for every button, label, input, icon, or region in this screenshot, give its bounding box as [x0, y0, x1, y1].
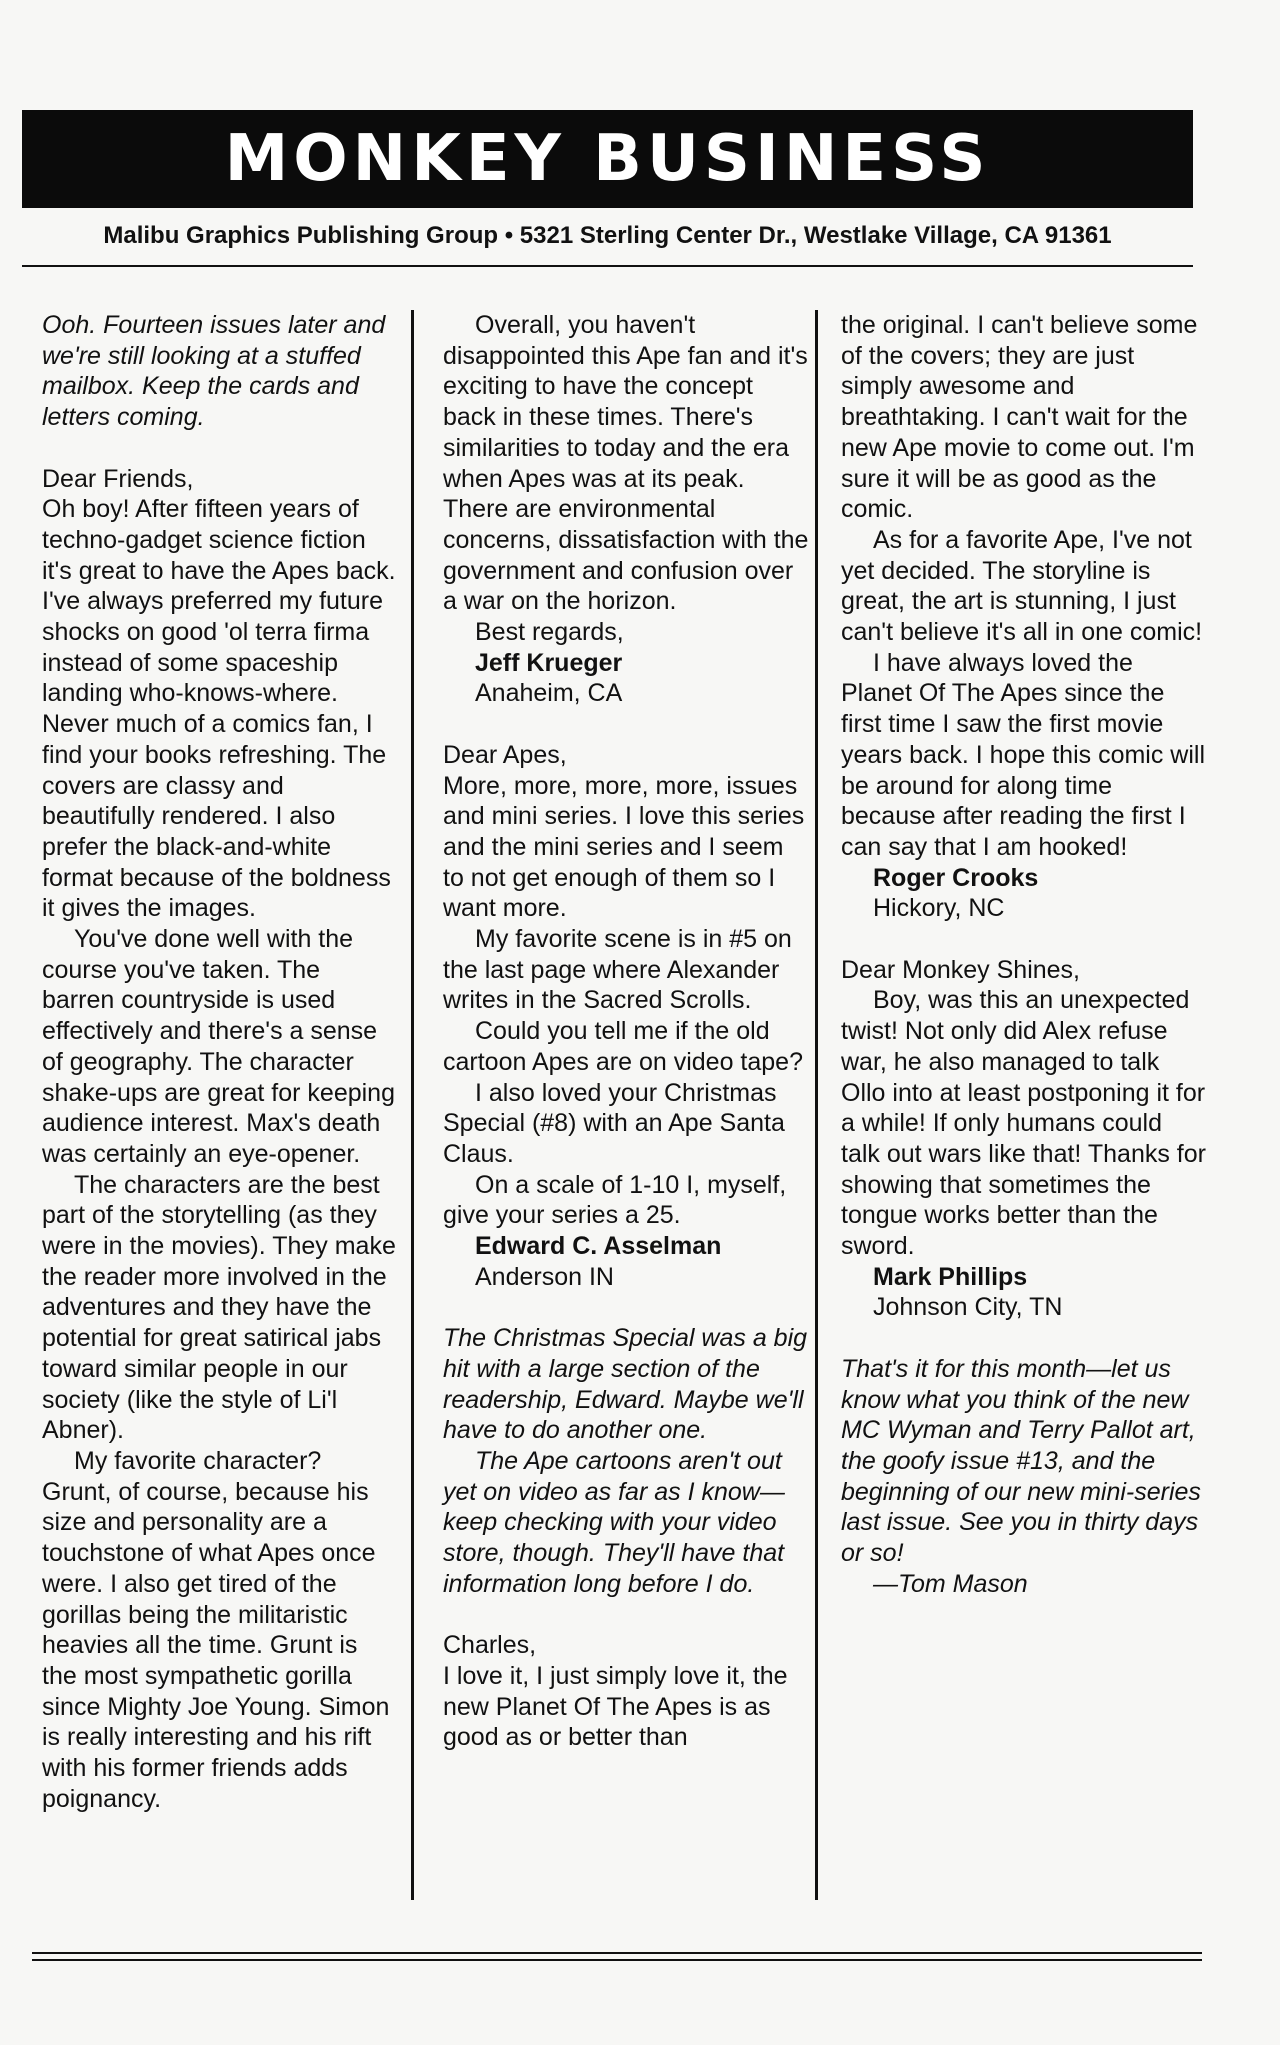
column-1 — [42, 310, 397, 1814]
letter-paragraph: I have always loved the Planet Of The Apes since the first time I saw the first movie years back. I hope this comic will be around for along time because after reading the first I can say that I am hooked! — [841, 648, 1206, 861]
letter-paragraph: You've done well with the course you've taken. The barren countryside is used effectively and there's a sense of geography. The character shake-ups are great for keeping audience interest. Max's death was certainly an eye-opener. — [42, 925, 395, 1168]
letter-salutation: Charles, — [443, 1631, 537, 1660]
letter-author: Mark Phillips — [873, 1262, 1028, 1291]
letter-location: Anderson IN — [475, 1262, 614, 1291]
letter-paragraph: Could you tell me if the old cartoon Apes are on video tape? — [443, 1017, 803, 1076]
column-3 — [841, 310, 1206, 1600]
letter-paragraph: As for a favorite Ape, I've not yet decided. The storyline is great, the art is stunning, I just can't believe it's all in one comic! — [841, 525, 1203, 647]
header-banner — [22, 110, 1193, 208]
letter-author: Roger Crooks — [873, 863, 1039, 892]
footer-rule — [32, 1959, 1202, 1961]
letter-paragraph: More, more, more, more, issues and mini series. I love this series and the mini series and I seem to not get enough of them so I want more. — [443, 771, 805, 923]
header-rule — [22, 265, 1193, 267]
publisher-address: Malibu Graphics Publishing Group • 5321 Sterling Center Dr., Westlake Village, CA 91361 — [103, 222, 1112, 249]
editor-intro: Ooh. Fourteen issues later and we're still looking at a stuffed mailbox. Keep the cards and letters coming. — [42, 311, 386, 432]
letter-location: Hickory, NC — [873, 894, 1005, 923]
letter-paragraph: Oh boy! After fifteen years of techno-gadget science fiction it's great to have the Apes back. I've always preferred my future shocks on good 'ol terra firma instead of some spaceship landing who-knows-where. Never much of a comics fan, I find your books refreshing. The covers are classy and beautifully rendered. I also prefer the black-and-white format because of the boldness it gives the images. — [42, 495, 396, 923]
editor-reply: The Ape cartoons aren't out yet on video as far as I know—keep checking with your video store, though. They'll have that information long before I do. — [443, 1446, 785, 1598]
letter-paragraph: Overall, you haven't disappointed this Ape fan and it's exciting to have the concept back in these times. There's similarities to today and the era when Apes was at its peak. There are environmental concerns, dissatisfaction with the government and confusion over a war on the horizon. — [443, 311, 809, 616]
page-title: MONKEY BUSINESS — [224, 122, 991, 196]
editor-signoff: —Tom Mason — [873, 1569, 1028, 1598]
editor-reply: That's it for this month—let us know what you think of the new MC Wyman and Terry Pallot art, the goofy issue #13, and the beginning of our new mini-series last issue. See you in thirty days or so! — [841, 1354, 1201, 1568]
letter-salutation: Dear Apes, — [443, 740, 567, 769]
letter-paragraph: On a scale of 1-10 I, myself, give your series a 25. — [443, 1170, 787, 1230]
letter-paragraph: the original. I can't believe some of the covers; they are just simply awesome and breathtaking. I can't wait for the new Ape movie to come out. I'm sure it will be as good as the comic. — [841, 311, 1198, 524]
column-2 — [443, 310, 810, 1753]
column-divider-1 — [411, 310, 414, 1900]
letter-author: Edward C. Asselman — [475, 1232, 722, 1261]
letter-paragraph: Boy, was this an unexpected twist! Not only did Alex refuse war, he also managed to talk Ollo into at least postponing it for a while! If only humans could talk out wars like that! Thanks for showing that sometimes the tongue works better than the sword. — [841, 986, 1206, 1261]
letter-closing: Best regards, — [475, 618, 624, 647]
footer-rule — [32, 1952, 1202, 1954]
editor-reply: The Christmas Special was a big hit with a large section of the readership, Edward. Maybe we'll have to do another one. — [443, 1324, 808, 1445]
letter-paragraph: My favorite scene is in #5 on the last page where Alexander writes in the Sacred Scrolls. — [443, 925, 792, 1015]
letter-paragraph: I also loved your Christmas Special (#8) with an Ape Santa Claus. — [443, 1078, 785, 1168]
letter-salutation: Dear Monkey Shines, — [841, 955, 1081, 984]
letter-author: Jeff Krueger — [475, 648, 623, 677]
letter-location: Anaheim, CA — [475, 679, 623, 708]
column-divider-2 — [815, 310, 818, 1900]
letter-salutation: Dear Friends, — [42, 464, 194, 493]
letter-location: Johnson City, TN — [873, 1293, 1063, 1322]
letter-paragraph: The characters are the best part of the storytelling (as they were in the movies). They make the reader more involved in the adventures and they have the potential for great satirical jabs toward similar people in our society (like the style of Li'l Abner). — [42, 1170, 396, 1445]
letter-paragraph: I love it, I just simply love it, the new Planet Of The Apes is as good as or better than — [443, 1661, 788, 1752]
letter-paragraph: My favorite character? Grunt, of course, because his size and personality are a touchstone of what Apes once were. I also get tired of the gorillas being the militaristic heavies all the time. Grunt is the most sympathetic gorilla since Mighty Joe Young. Simon is really interesting and his rift with his former friends adds poignancy. — [42, 1447, 390, 1813]
